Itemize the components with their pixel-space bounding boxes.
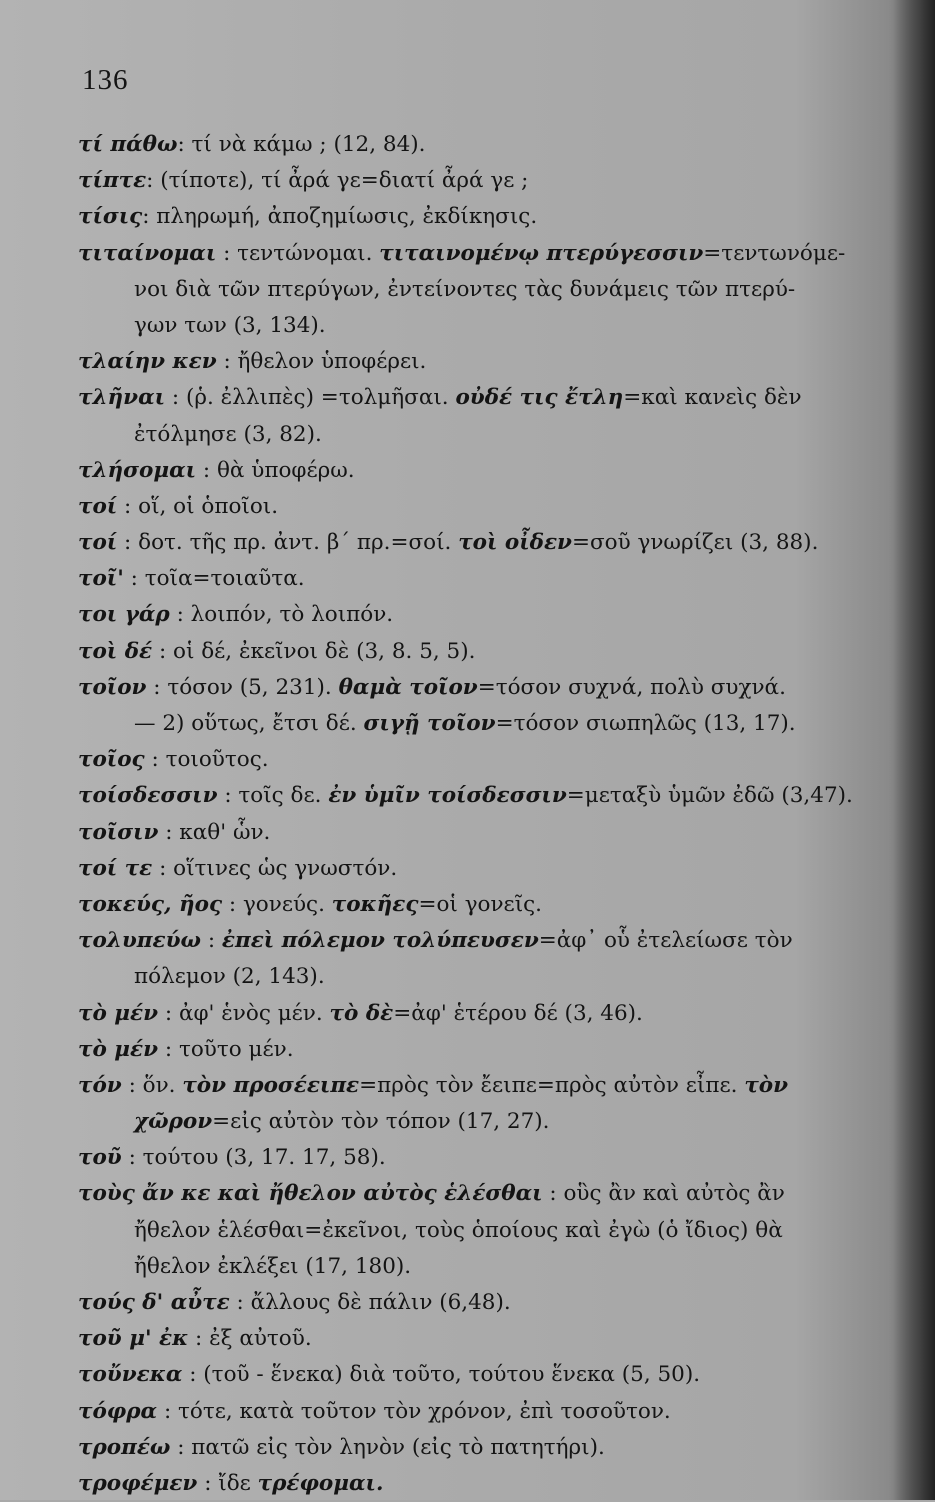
gloss-text: : ἄλλους δὲ πάλιν (6,48). [229,1290,511,1315]
headword: τοκῆες [331,891,419,917]
text-line [78,163,878,199]
text-line [78,1321,878,1357]
text-line [78,127,878,163]
headword: τοῦ [78,1145,122,1171]
gloss-text: : (ῥ. ἐλλιπὲς) =τολμῆσαι. [165,385,456,411]
gloss-text: =ἀφ᾽ οὗ ἐτελείωσε τὸν [538,928,793,954]
gloss-text: : δοτ. τῆς πρ. ἀντ. β΄ πρ.=σοί. [117,530,459,556]
text-line [78,1249,878,1285]
gloss-text: : (τίποτε), τί ἆρά γε=διατί ἆρά γε ; [146,168,529,194]
text-line [78,561,878,597]
text-line [78,815,878,851]
gloss-text: : πατῶ εἰς τὸν ληνὸν (εἰς τὸ πατητήρι). [170,1434,605,1460]
gloss-text: : οὓς ἂν καὶ αὐτὸς ἂν [542,1181,785,1207]
text-line [78,489,878,525]
gloss-text: : ἤθελον ὑποφέρει. [216,349,427,375]
text-line [78,1032,878,1068]
gloss-text: : οἵτινες ὡς γνωστόν. [152,855,398,881]
gloss-text: =τόσον συχνά, πολὺ συχνά. [477,674,786,700]
headword: τλῆναι [78,385,166,411]
headword: τολυπεύω [78,928,201,954]
text-line [78,1176,878,1212]
gloss-text: : τοιοῦτος. [144,747,269,773]
gloss-text: : θὰ ὑποφέρω. [196,457,355,483]
text-line [78,1430,878,1466]
gloss-text: : [201,928,222,954]
gloss-text: : οἱ δέ, ἐκεῖνοι δὲ (3, 8. 5, 5). [152,638,476,664]
gloss-text: : λοιπόν, τὸ λοιπόν. [169,602,394,628]
text-line [78,380,878,416]
text-line [78,1357,878,1393]
gloss-text: =ἀφ' ἑτέρου δέ (3, 46). [393,1000,643,1026]
text-line [78,1394,878,1430]
gloss-text: : τοῖα=τοιαῦτα. [123,566,305,592]
text-line [78,199,878,235]
text-line [78,344,878,380]
gloss-text: =εἰς αὐτὸν τὸν τόπον (17, 27). [212,1109,550,1135]
gloss-text: : καθ' ὧν. [158,819,271,845]
headword: τὸ δὲ [329,1000,394,1026]
gloss-text: — 2) οὕτως, ἔτσι δέ. [134,711,364,736]
headword: τιταινομένῳ πτερύγεσσιν [379,240,704,266]
text-line [78,453,878,489]
text-line [78,1213,878,1249]
headword: τοί τε [78,855,153,881]
headword: τὸν προσέειπε [182,1072,360,1098]
book-spine-shadow [893,0,935,1500]
headword: τρέφομαι. [257,1470,384,1496]
text-line [78,634,878,670]
text-line [78,1466,878,1502]
text-line [78,851,878,887]
text-line [78,272,878,308]
text-line [78,525,878,561]
text-line [78,959,878,995]
headword: τὸ μέν [78,1036,159,1062]
text-line [78,1068,878,1104]
gloss-text: : ἴδε [197,1470,258,1496]
headword: ἐν ὑμῖν τοίσδεσσιν [328,783,567,809]
text-line [78,1285,878,1321]
headword: τοὶ δέ [78,638,153,664]
headword: τόφρα [78,1398,158,1424]
headword: θαμὰ τοῖον [338,674,478,700]
gloss-text: : ἀφ' ἑνὸς μέν. [158,1000,330,1026]
headword: τλήσομαι [78,457,197,483]
gloss-text: =τόσον σιωπηλῶς (13, 17). [495,711,796,736]
gloss-text: : τοῖς δε. [217,783,329,809]
text-line [78,778,878,814]
gloss-text: =μεταξὺ ὑμῶν ἐδῶ (3,47). [566,783,853,809]
text-line [78,236,878,272]
gloss-text: =σοῦ γνωρίζει (3, 88). [571,530,819,556]
gloss-text: : τί νὰ κάμω ; (12, 84). [177,132,426,157]
text-line [78,742,878,778]
headword: ἐπεὶ πόλεμον τολύπευσεν [221,928,539,954]
headword: τοὶ οἶδεν [458,530,572,556]
gloss-text: ἤθελον ἑλέσθαι=ἐκεῖνοι, τοὺς ὁποίους καὶ ἐγὼ (ὁ ἴδιος) θὰ [134,1217,783,1243]
text-line [78,887,878,923]
text-line [78,308,878,344]
page-number: 136 [82,64,129,96]
headword: τιταίνομαι [78,240,217,266]
gloss-text: : (τοῦ - ἕνεκα) διὰ τοῦτο, τούτου ἕνεκα (5, 50). [182,1362,701,1388]
gloss-text: ἐτόλμησε (3, 82). [134,421,322,447]
text-line [78,996,878,1032]
headword: τοῦ μ' ἐκ [78,1326,189,1352]
text-line [78,597,878,633]
headword: τοῖον [78,674,147,700]
text-line [78,923,878,959]
headword: τοί [78,530,118,556]
headword: τοῖ' [78,566,124,592]
text-line [78,706,878,742]
headword: σιγῇ τοῖον [363,711,496,736]
gloss-text: νοι διὰ τῶν πτερύγων, ἐντείνοντες τὰς δυνάμεις τῶν πτερύ- [134,276,796,302]
text-line [78,1104,878,1140]
text-line [78,1140,878,1176]
text-line [78,417,878,453]
headword: τούς δ' αὖτε [78,1290,230,1315]
gloss-text: : ὅν. [121,1072,183,1098]
headword: τοῖος [78,747,145,773]
headword: τίσις [78,204,143,230]
headword: τροφέμεν [78,1470,198,1496]
headword: οὐδέ τις ἔτλη [455,385,624,411]
gloss-text: : γονεύς. [222,891,332,917]
headword: τὸν [744,1072,789,1098]
gloss-text: : τόσον (5, 231). [146,674,339,700]
headword: τίπτε [78,168,147,194]
gloss-text: =τεντωνόμε- [703,240,846,266]
gloss-text: : τούτου (3, 17. 17, 58). [121,1145,386,1171]
headword: τοῖσιν [78,819,159,845]
headword: τλαίην κεν [78,349,217,375]
text-line [78,670,878,706]
headword: τοίσδεσσιν [78,783,218,809]
headword: τοὔνεκα [78,1362,183,1388]
dictionary-entries [78,127,878,1502]
gloss-text: : τότε, κατὰ τοῦτον τὸν χρόνον, ἐπὶ τοσοῦτον. [157,1398,671,1424]
gloss-text: γων των (3, 134). [134,312,326,338]
headword: χῶρον [134,1109,213,1135]
headword: τοκεύς, ῆος [78,891,223,917]
gloss-text: =καὶ κανεὶς δὲν [623,385,802,411]
gloss-text: =οἱ γονεῖς. [418,891,542,917]
gloss-text: ἤθελον ἐκλέξει (17, 180). [134,1253,412,1279]
gloss-text: : πληρωμή, ἀποζημίωσις, ἐκδίκησις. [142,204,538,230]
headword: τροπέω [78,1434,171,1460]
headword: τὸ μέν [78,1000,159,1026]
headword: τοι γάρ [78,602,170,628]
gloss-text: πόλεμον (2, 143). [134,964,325,990]
headword: τοὺς ἄν κε καὶ ἤθελον αὐτὸς ἑλέσθαι [78,1181,543,1207]
gloss-text: : τεντώνομαι. [216,240,380,266]
gloss-text: : ἐξ αὐτοῦ. [188,1326,312,1352]
headword: τοί [78,493,118,519]
gloss-text: : τοῦτο μέν. [158,1036,294,1062]
gloss-text: =πρὸς τὸν ἔειπε=πρὸς αὐτὸν εἶπε. [359,1072,745,1098]
headword: τόν [78,1072,122,1098]
gloss-text: : οἵ, οἱ ὁποῖοι. [117,493,279,519]
headword: τί πάθω [78,132,178,157]
